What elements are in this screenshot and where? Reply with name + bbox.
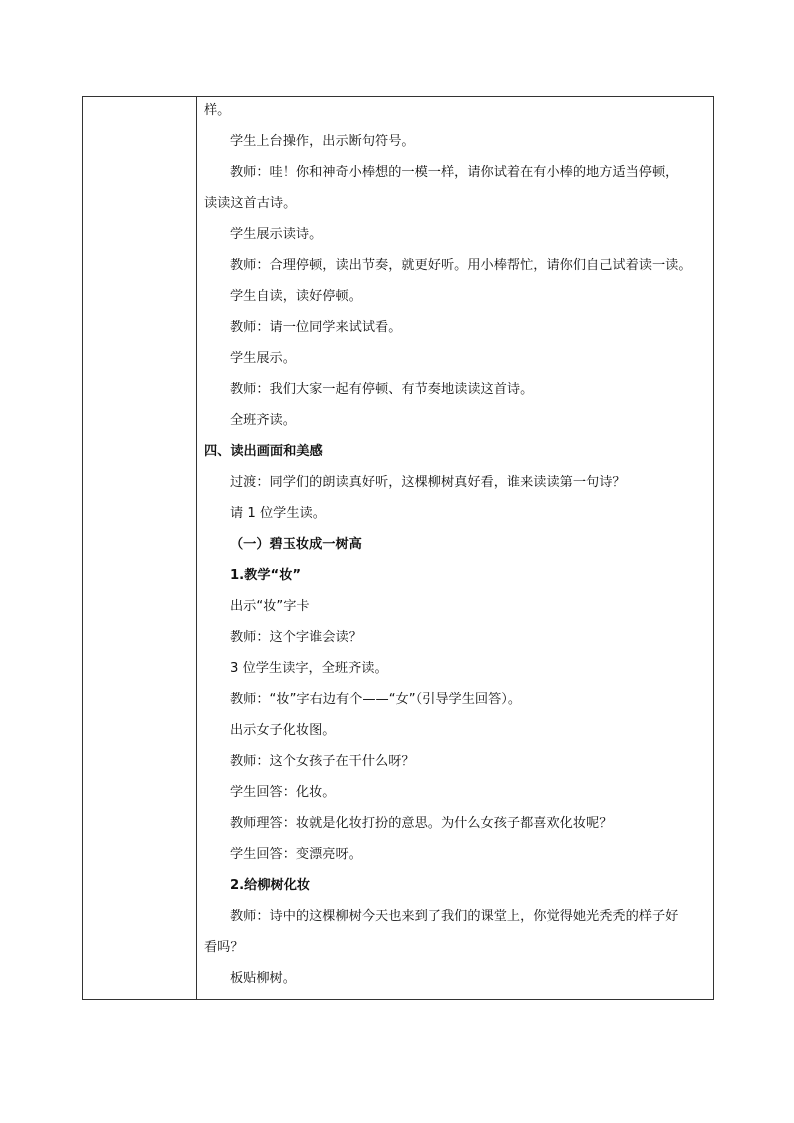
text-line: 教师：这个字谁会读？ [230, 630, 362, 645]
text-line: 看吗？ [204, 940, 244, 955]
subsection-heading: （一）碧玉妆成一树高 [230, 537, 362, 552]
text-line: 出示女子化妆图。 [230, 723, 336, 738]
text-line: 教师：诗中的这棵柳树今天也来到了我们的课堂上，你觉得她光秃秃的样子好 [230, 909, 679, 924]
table-left-column [83, 97, 197, 999]
lesson-table [82, 96, 714, 1000]
text-line: 学生自读，读好停顿。 [230, 289, 362, 304]
text-line: 3 位学生读字，全班齐读。 [230, 661, 388, 676]
text-line: 教师理答：妆就是化妆打扮的意思。为什么女孩子都喜欢化妆呢？ [230, 816, 613, 831]
text-line: 学生回答：化妆。 [230, 785, 336, 800]
text-line: 教师：请一位同学来试试看。 [230, 320, 402, 335]
text-line: 请 1 位学生读。 [230, 506, 326, 521]
text-line: 学生展示读诗。 [230, 227, 323, 242]
subsection-heading: 2.给柳树化妆 [230, 878, 311, 893]
text-line: 读读这首古诗。 [204, 196, 297, 211]
text-line: 过渡：同学们的朗读真好听，这棵柳树真好看，谁来读读第一句诗？ [230, 475, 626, 490]
text-line: 教师：哇！你和神奇小棒想的一模一样，请你试着在有小棒的地方适当停顿， [230, 165, 679, 180]
text-line: 教师：合理停顿，读出节奏，就更好听。用小棒帮忙，请你们自己试着读一读。 [230, 258, 692, 273]
section-heading: 四、读出画面和美感 [204, 444, 323, 459]
text-line: 教师：我们大家一起有停顿、有节奏地读读这首诗。 [230, 382, 534, 397]
text-line: 教师：“妆”字右边有个——“女”（引导学生回答）。 [230, 692, 522, 707]
text-line: 样。 [204, 103, 231, 118]
text-line: 教师：这个女孩子在干什么呀？ [230, 754, 415, 769]
table-content-cell [197, 97, 713, 999]
text-line: 全班齐读。 [230, 413, 296, 428]
text-line: 学生展示。 [230, 351, 296, 366]
text-line: 学生上台操作，出示断句符号。 [230, 134, 415, 149]
text-line: 出示“妆”字卡 [230, 599, 310, 614]
text-line: 板贴柳树。 [230, 971, 296, 986]
text-line: 学生回答：变漂亮呀。 [230, 847, 362, 862]
subsection-heading: 1.教学“妆” [230, 568, 302, 583]
